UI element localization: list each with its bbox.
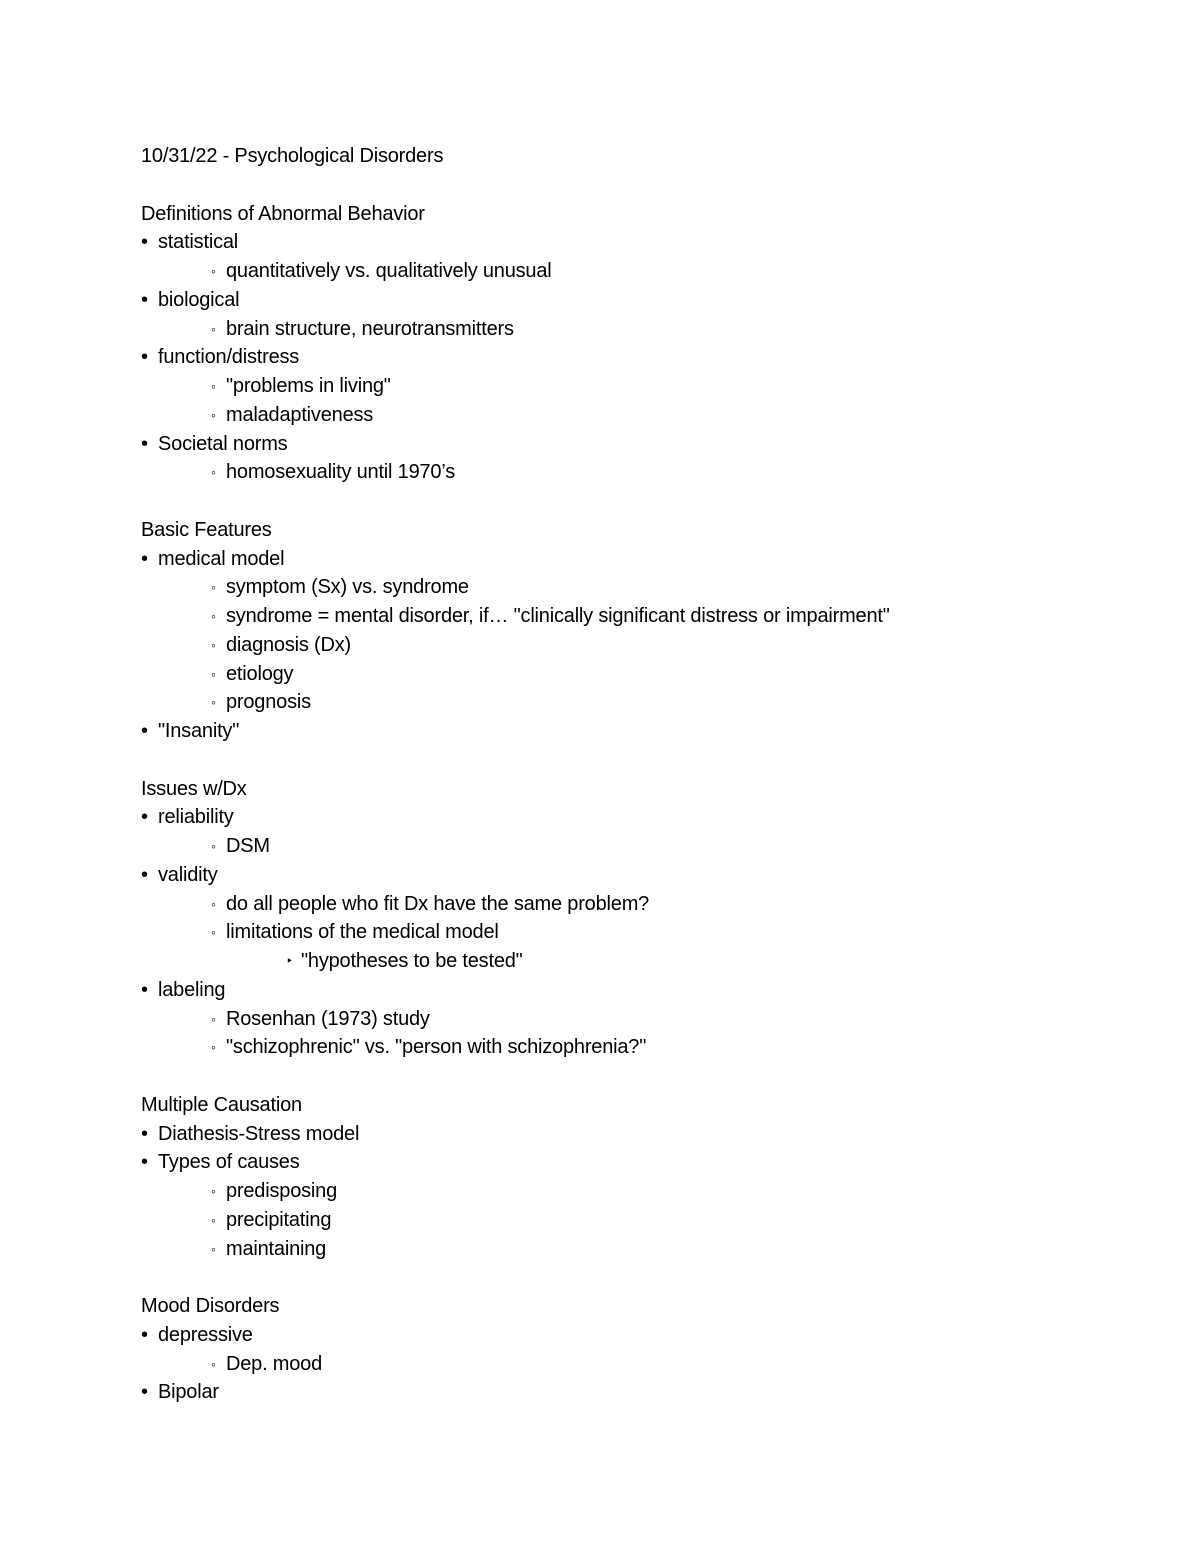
section <box>141 200 1121 516</box>
bullet-icon: • <box>141 978 148 1001</box>
section <box>141 1091 1121 1292</box>
spacer <box>141 746 1121 775</box>
list-item-text: "problems in living" <box>226 375 391 397</box>
section-heading: Issues w/Dx <box>141 777 247 800</box>
list-item-text: labeling <box>158 978 226 1001</box>
list-item <box>141 660 1121 689</box>
list-item-text: validity <box>158 863 218 886</box>
list-item-text: reliability <box>158 806 234 829</box>
bullet-icon: • <box>141 346 148 369</box>
bullet-icon: ◦ <box>211 838 216 854</box>
list-item-text: DSM <box>226 835 270 857</box>
list-item <box>141 832 1121 861</box>
section <box>141 775 1121 1091</box>
list-item-text: medical model <box>158 547 285 570</box>
spacer <box>141 1263 1121 1292</box>
list-item-text: "hypotheses to be tested" <box>301 950 523 972</box>
list-item <box>141 401 1121 430</box>
bullet-icon: • <box>141 1151 148 1174</box>
list-item-text: Types of causes <box>158 1151 300 1174</box>
list-item <box>141 1177 1121 1206</box>
bullet-icon: ◦ <box>211 924 216 941</box>
list-item <box>141 1148 1121 1177</box>
bullet-icon: ◦ <box>211 895 216 912</box>
list-item-text: depressive <box>158 1323 253 1346</box>
bullet-icon: • <box>141 806 148 829</box>
bullet-icon: • <box>141 863 148 886</box>
list-item-text: "Insanity" <box>158 720 240 742</box>
spacer <box>141 487 1121 516</box>
list-item <box>141 372 1121 401</box>
list-item-text: predisposing <box>226 1180 338 1202</box>
bullet-icon: ◦ <box>211 1240 216 1257</box>
list-item <box>141 458 1121 487</box>
list-item-text: maintaining <box>226 1237 327 1260</box>
bullet-icon: ◦ <box>211 694 216 711</box>
list-item <box>141 1235 1121 1264</box>
bullet-icon: ◦ <box>211 464 216 481</box>
list-item <box>141 343 1121 372</box>
spacer <box>141 171 1121 200</box>
list-item <box>141 228 1121 257</box>
bullet-icon: • <box>141 1381 148 1404</box>
list-item-text: Bipolar <box>158 1381 219 1404</box>
list-item <box>141 1350 1121 1379</box>
list-item <box>141 861 1121 890</box>
list-item <box>141 1033 1121 1062</box>
bullet-icon: ◦ <box>211 263 216 279</box>
bullet-icon: • <box>141 547 148 570</box>
section-heading: Mood Disorders <box>141 1295 280 1317</box>
list-item-text: Societal norms <box>158 432 288 455</box>
bullet-icon: • <box>141 288 148 311</box>
list-item-text: homosexuality until 1970’s <box>226 461 456 484</box>
bullet-icon: ◦ <box>211 1183 216 1199</box>
list-item-text: Rosenhan (1973) study <box>226 1007 430 1030</box>
list-item-text: biological <box>158 288 240 311</box>
bullet-icon: ◦ <box>211 406 216 423</box>
list-item <box>141 1120 1121 1149</box>
list-item-text: syndrome = mental disorder, if… "clinically significant distress or impairment" <box>226 605 890 627</box>
document-page <box>141 142 1121 1407</box>
section <box>141 516 1121 775</box>
bullet-icon: • <box>141 720 148 742</box>
list-item-text: precipitating <box>226 1208 332 1231</box>
list-item-text: quantitatively vs. qualitatively unusual <box>226 260 552 282</box>
bullet-icon: • <box>141 432 148 455</box>
list-item <box>141 803 1121 832</box>
list-item-text: do all people who fit Dx have the same problem? <box>226 892 650 915</box>
bullet-icon: • <box>141 1122 148 1145</box>
list-item <box>141 602 1121 631</box>
list-item-text: "schizophrenic" vs. "person with schizophrenia?" <box>226 1036 647 1059</box>
bullet-icon: ‣ <box>286 954 293 968</box>
list-item <box>141 1378 1121 1407</box>
bullet-icon: ◦ <box>211 579 216 596</box>
bullet-icon: ◦ <box>211 378 216 394</box>
list-item <box>141 688 1121 717</box>
section-heading: Multiple Causation <box>141 1093 302 1116</box>
list-item <box>141 918 1121 947</box>
list-item-text: statistical <box>158 231 239 254</box>
bullet-icon: ◦ <box>211 320 216 337</box>
list-item-text: brain structure, neurotransmitters <box>226 317 514 340</box>
bullet-icon: ◦ <box>211 1010 216 1027</box>
bullet-icon: ◦ <box>211 636 216 653</box>
list-item <box>141 286 1121 315</box>
list-item-text: limitations of the medical model <box>226 921 499 944</box>
bullet-icon: ◦ <box>211 1211 216 1228</box>
bullet-icon: ◦ <box>211 608 216 624</box>
list-item <box>141 315 1121 344</box>
list-item <box>141 947 1121 976</box>
bullet-icon: ◦ <box>211 1355 216 1372</box>
list-item <box>141 545 1121 574</box>
list-item <box>141 631 1121 660</box>
spacer <box>141 1062 1121 1091</box>
list-item <box>141 1206 1121 1235</box>
list-item <box>141 890 1121 919</box>
bullet-icon: ◦ <box>211 1039 216 1056</box>
list-item <box>141 976 1121 1005</box>
bullet-icon: ◦ <box>211 665 216 682</box>
list-item-text: Dep. mood <box>226 1352 323 1375</box>
list-item-text: symptom (Sx) vs. syndrome <box>226 576 469 599</box>
list-item-text: etiology <box>226 662 294 685</box>
section-heading: Basic Features <box>141 518 272 541</box>
list-item <box>141 430 1121 459</box>
notes-body <box>141 200 1121 1408</box>
list-item <box>141 1321 1121 1350</box>
list-item-text: prognosis <box>226 691 311 714</box>
list-item-text: maladaptiveness <box>226 403 374 426</box>
list-item-text: diagnosis (Dx) <box>226 633 352 656</box>
list-item <box>141 257 1121 286</box>
bullet-icon: • <box>141 1323 148 1346</box>
section-heading: Definitions of Abnormal Behavior <box>141 202 425 225</box>
list-item-text: function/distress <box>158 346 300 369</box>
list-item <box>141 1005 1121 1034</box>
list-item <box>141 573 1121 602</box>
page-title: 10/31/22 - Psychological Disorders <box>141 145 444 167</box>
bullet-icon: • <box>141 231 148 254</box>
section <box>141 1292 1121 1407</box>
list-item <box>141 717 1121 746</box>
list-item-text: Diathesis-Stress model <box>158 1122 360 1145</box>
